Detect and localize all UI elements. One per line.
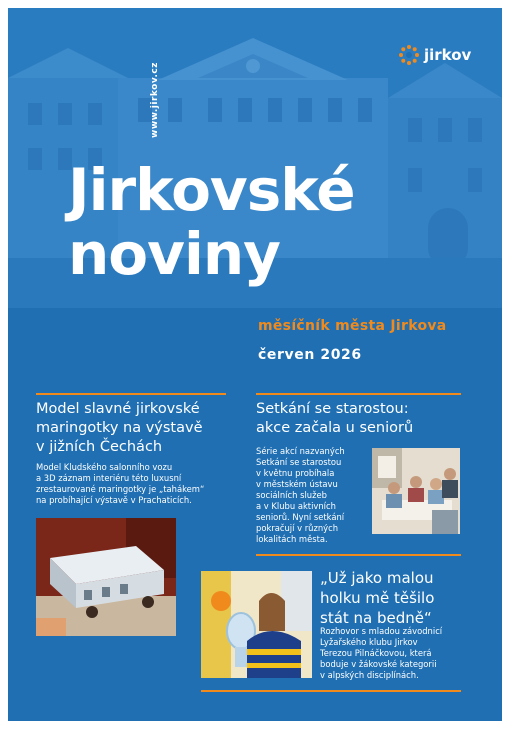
divider-rule bbox=[256, 554, 461, 556]
perex-line: Terezou Pilnáčkovou, která bbox=[320, 648, 432, 658]
article-heading[interactable] bbox=[256, 400, 476, 438]
divider-rule bbox=[256, 393, 461, 395]
article-perex bbox=[36, 462, 241, 506]
caravan-model-photo bbox=[36, 518, 176, 636]
perex-line: lokalitách města. bbox=[256, 534, 328, 544]
newspaper-title bbox=[68, 158, 355, 286]
perex-line: boduje v žákovské kategorii bbox=[320, 659, 437, 669]
sun-flower-icon bbox=[398, 44, 420, 66]
perex-line: Model Kludského salonního vozu bbox=[36, 462, 173, 472]
article-perex bbox=[256, 446, 371, 545]
heading-line: akce začala u seniorů bbox=[256, 420, 414, 436]
subtitle: měsíčník města Jirkova bbox=[258, 318, 447, 334]
seniors-meeting-photo bbox=[372, 448, 460, 534]
jirkov-logo bbox=[398, 44, 471, 66]
article-heading[interactable] bbox=[320, 568, 490, 628]
heading-line: Model slavné jirkovské bbox=[36, 401, 200, 417]
perex-line: pokračují v různých bbox=[256, 523, 339, 533]
website-url: www.jirkov.cz bbox=[150, 62, 160, 138]
heading-line: stát na bedně“ bbox=[320, 609, 432, 627]
article-perex bbox=[320, 626, 490, 681]
heading-line: v jižních Čechách bbox=[36, 439, 163, 455]
perex-line: sociálních služeb bbox=[256, 490, 327, 500]
perex-line: a v Klubu aktivních bbox=[256, 501, 336, 511]
divider-rule bbox=[36, 393, 226, 395]
perex-line: na probíhající výstavě v Prachaticích. bbox=[36, 495, 192, 505]
title-line: Jirkovské bbox=[68, 156, 355, 224]
perex-line: v alpských disciplínách. bbox=[320, 670, 419, 680]
issue-date: červen 2026 bbox=[258, 347, 362, 363]
logo-text: jirkov bbox=[424, 46, 472, 64]
perex-line: zrestaurované maringotky je „tahákem“ bbox=[36, 484, 205, 494]
perex-line: v městském ústavu bbox=[256, 479, 338, 489]
perex-line: Série akcí nazvaných bbox=[256, 446, 345, 456]
article-heading[interactable] bbox=[36, 400, 236, 457]
perex-line: v květnu probíhala bbox=[256, 468, 335, 478]
perex-line: a 3D záznam interiéru této luxusní bbox=[36, 473, 182, 483]
heading-line: Setkání se starostou: bbox=[256, 401, 409, 417]
perex-line: Setkání se starostou bbox=[256, 457, 342, 467]
perex-line: Lyžařského klubu Jirkov bbox=[320, 637, 418, 647]
title-line: noviny bbox=[68, 220, 280, 288]
heading-line: maringotky na výstavě bbox=[36, 420, 203, 436]
heading-line: „Už jako malou bbox=[320, 569, 434, 587]
newspaper-cover bbox=[8, 8, 502, 721]
perex-line: Rozhovor s mladou závodnicí bbox=[320, 626, 443, 636]
skier-with-trophy-photo bbox=[201, 571, 312, 678]
perex-line: seniorů. Nyní setkání bbox=[256, 512, 345, 522]
heading-line: holku mě těšilo bbox=[320, 589, 435, 607]
divider-rule bbox=[201, 690, 461, 692]
